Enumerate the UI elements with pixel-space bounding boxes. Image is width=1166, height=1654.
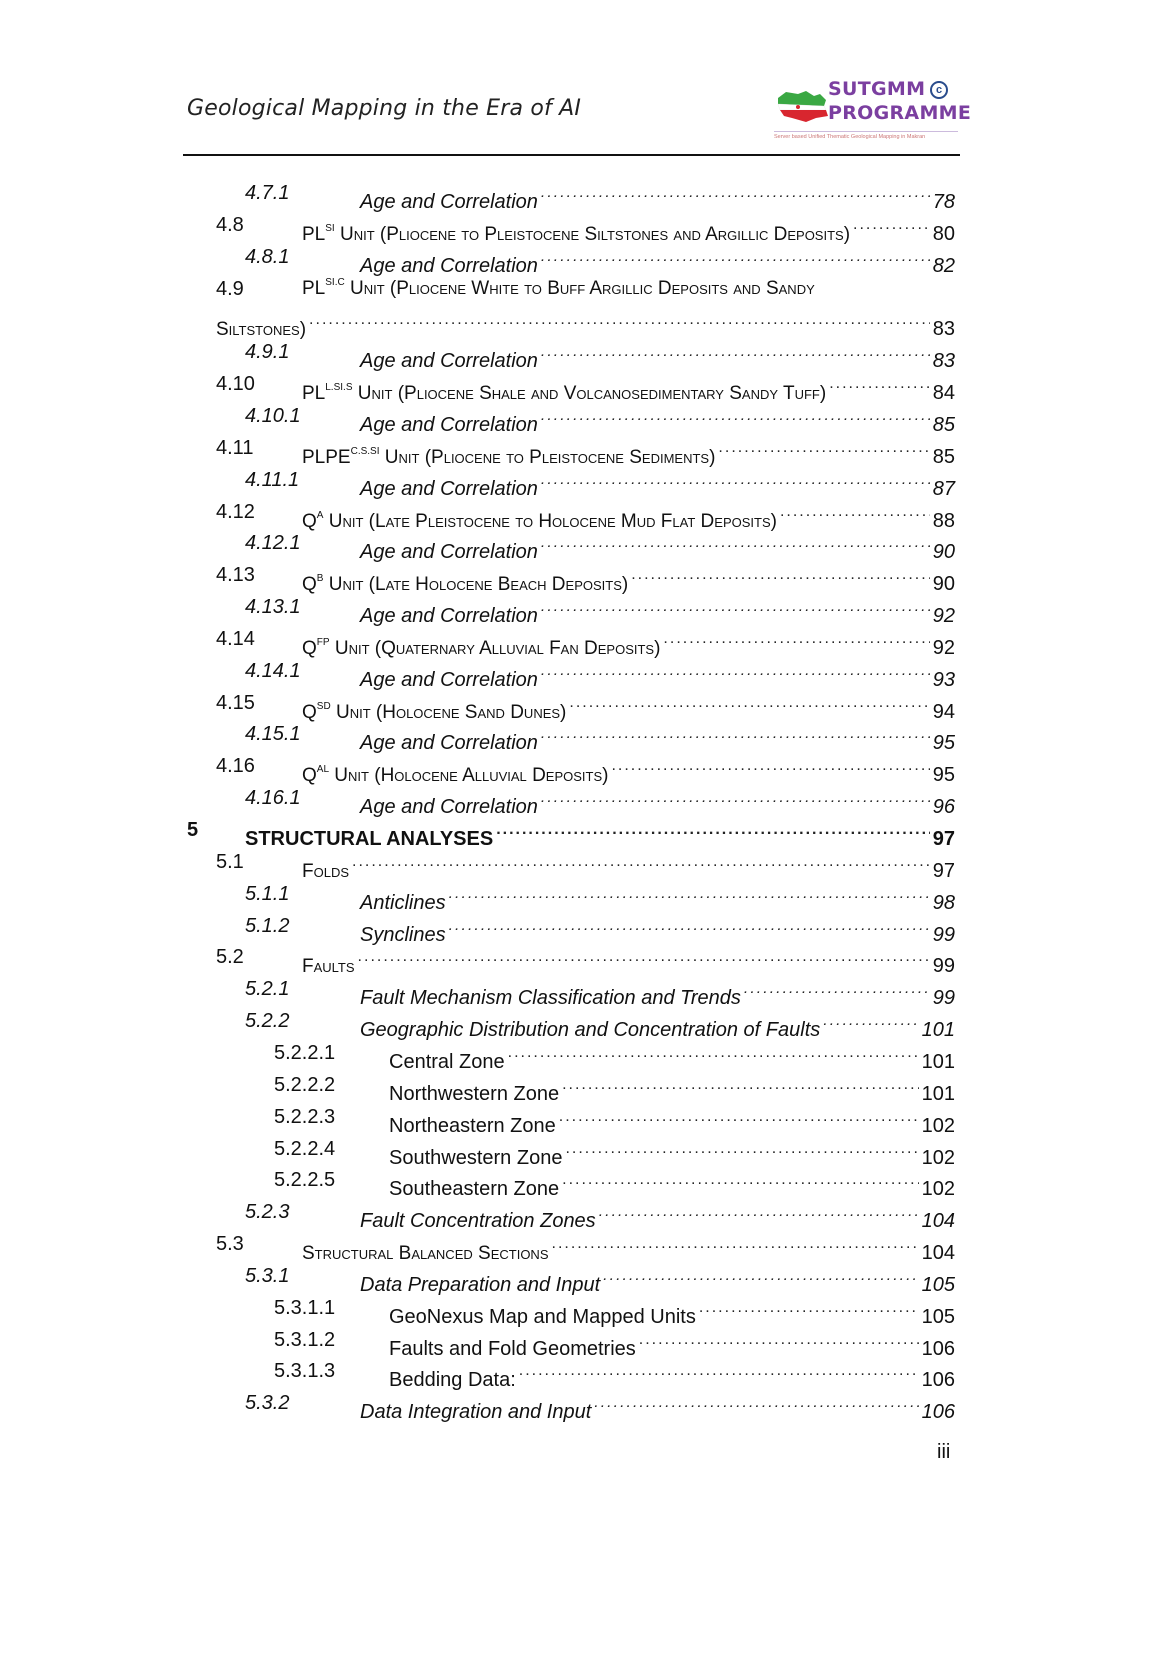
toc-entry-page: 94	[932, 700, 955, 723]
toc-entry-page: 105	[921, 1305, 955, 1328]
toc-entry-number: 4.11	[216, 436, 254, 459]
toc-entry-number: 4.14	[216, 627, 255, 650]
toc-entry-label: Northwestern Zone	[389, 1082, 560, 1105]
toc-entry-number: 4.15.1	[245, 723, 301, 746]
toc-entry-number: 4.12.1	[245, 532, 301, 555]
toc-entry-number: 5.3.1.2	[274, 1328, 336, 1351]
unit-superscript: SI	[325, 222, 335, 234]
dot-leader	[541, 656, 930, 686]
toc-entry-label: Age and Correlation	[360, 477, 538, 500]
toc-entry-page: 98	[932, 891, 955, 914]
toc-entry-number: 5.3.2	[245, 1392, 290, 1415]
toc-entry-number: 5.3.1.1	[274, 1296, 336, 1319]
dot-leader	[718, 433, 929, 463]
unit-symbol: Q	[302, 765, 317, 787]
toc-entry-number: 5.3.1	[245, 1264, 290, 1287]
toc-entry-label: Age and Correlation	[360, 254, 538, 277]
toc-entry[interactable]	[0, 783, 1166, 819]
dot-leader	[449, 911, 930, 941]
toc-entry-page: 92	[932, 605, 955, 628]
toc-entry-number: 4.13.1	[245, 596, 301, 619]
toc-entry-number: 4.10.1	[245, 404, 301, 427]
toc-entry[interactable]	[0, 337, 1166, 373]
toc-entry[interactable]	[0, 1006, 1166, 1042]
toc-entry[interactable]	[0, 560, 1166, 596]
toc-entry-page: 96	[932, 796, 955, 819]
toc-entry[interactable]	[0, 401, 1166, 436]
toc-entry-label: Geographic Distribution and Concentration of Faults	[360, 1019, 821, 1042]
unit-symbol: Q	[302, 701, 317, 723]
toc-entry-page: 80	[932, 222, 955, 245]
toc-entry-label: Fault Concentration Zones	[360, 1210, 596, 1233]
unit-description: Unit (Quaternary Alluvial Fan Deposits)	[329, 637, 661, 659]
toc-entry[interactable]	[0, 465, 1166, 500]
toc-entry-label: Age and Correlation	[360, 350, 538, 373]
toc-entry[interactable]	[0, 942, 1166, 978]
logo-tagline: Server based Unified Thematic Geological Mapping in Makran	[774, 134, 926, 140]
toc-entry-page: 92	[932, 636, 955, 659]
dot-leader	[829, 369, 930, 399]
unit-description: Unit (Holocene Alluvial Deposits)	[329, 765, 609, 787]
toc-entry-label: Bedding Data:	[389, 1369, 516, 1392]
toc-entry[interactable]	[0, 210, 1166, 245]
toc-entry-page: 90	[932, 541, 955, 564]
unit-superscript: SD	[316, 700, 331, 712]
toc-entry[interactable]	[0, 1134, 1166, 1169]
toc-entry-page: 90	[932, 573, 955, 596]
dot-leader	[603, 1261, 918, 1291]
toc-entry-number: 4.10	[216, 373, 255, 396]
toc-entry-number: 5.2.2	[245, 1010, 290, 1033]
toc-entry-page: 106	[921, 1401, 955, 1424]
unit-description: Unit (Late Pleistocene to Holocene Mud Flat Deposits)	[323, 510, 777, 532]
dot-leader	[496, 815, 930, 845]
toc-entry-page: 95	[932, 764, 955, 787]
toc-entry-label: GeoNexus Map and Mapped Units	[389, 1305, 696, 1328]
toc-entry-number: 5.1.2	[245, 914, 290, 937]
toc-entry[interactable]	[0, 815, 1166, 850]
dot-leader	[562, 1165, 919, 1195]
dot-leader	[823, 1006, 918, 1036]
toc-entry-number: 5.2.2.5	[274, 1169, 336, 1192]
logo-line1: SUTGMM	[828, 78, 926, 100]
dot-leader	[562, 1070, 919, 1100]
dot-leader	[541, 528, 930, 558]
dot-leader	[744, 974, 930, 1004]
document-title: Geological Mapping in the Era of AI	[187, 96, 582, 121]
unit-description: Unit (Pliocene to Pleistocene Sediments)	[379, 446, 716, 468]
toc-entry-label: Age and Correlation	[360, 541, 538, 564]
unit-symbol: PL	[302, 383, 326, 405]
toc-entry-page: 83	[932, 350, 955, 373]
toc-entry-label: Data Preparation and Input	[360, 1273, 601, 1296]
toc-entry-page: 88	[932, 509, 955, 532]
unit-description: Unit (Pliocene White to Buff Argillic Deposits and Sandy	[344, 277, 815, 299]
toc-entry-number: 5.2.1	[245, 978, 290, 1001]
toc-entry-page: 102	[921, 1178, 955, 1201]
toc-entry-page: 97	[932, 828, 955, 850]
toc-entry-page: 78	[932, 191, 955, 213]
dot-leader	[780, 497, 930, 527]
toc-entry-page: 87	[932, 477, 955, 500]
toc-entry[interactable]	[0, 1102, 1166, 1137]
dot-leader	[541, 401, 930, 431]
toc-entry[interactable]	[0, 1165, 1166, 1201]
sutgmm-logo	[772, 78, 972, 148]
toc-entry-page: 102	[921, 1146, 955, 1169]
toc-entry-label: Age and Correlation	[360, 191, 538, 213]
toc-entry-number: 4.13	[216, 564, 255, 587]
toc-entry-label: Age and Correlation	[360, 668, 538, 691]
toc-entry-number: 4.8.1	[245, 245, 290, 268]
toc-entry[interactable]	[0, 911, 1166, 946]
toc-entry-label: Siltstones)	[216, 319, 307, 341]
toc-entry-number: 5.2.2.2	[274, 1073, 336, 1096]
toc-entry[interactable]	[0, 656, 1166, 691]
toc-entry-label: STRUCTURAL ANALYSES	[245, 828, 494, 850]
dot-leader	[853, 210, 930, 240]
toc-entry-number: 4.11.1	[245, 468, 300, 491]
dot-leader	[541, 783, 930, 813]
toc-entry-number: 4.7.1	[245, 182, 290, 204]
toc-entry-number: 4.16.1	[245, 787, 301, 810]
unit-description: Unit (Late Holocene Beach Deposits)	[323, 574, 629, 596]
toc-entry-label: Age and Correlation	[360, 605, 538, 628]
unit-description: Unit (Pliocene to Pleistocene Siltstones and Argillic Deposits)	[334, 223, 851, 245]
unit-symbol: Q	[302, 637, 317, 659]
toc-entry-page: 97	[932, 859, 955, 882]
toc-entry-label: Southeastern Zone	[389, 1178, 560, 1201]
toc-entry[interactable]	[0, 1229, 1166, 1265]
toc-entry-page: 101	[921, 1050, 955, 1073]
dot-leader	[508, 1038, 919, 1068]
toc-entry[interactable]	[0, 719, 1166, 755]
toc-entry-label: Structural Balanced Sections	[302, 1243, 549, 1265]
toc-entry-number: 5.2	[216, 946, 244, 969]
toc-entry-title	[360, 1388, 955, 1427]
toc-entry[interactable]	[0, 1388, 1166, 1424]
toc-entry-number: 4.12	[216, 500, 255, 523]
toc-entry[interactable]	[0, 751, 1166, 787]
toc-entry[interactable]	[0, 1293, 1166, 1328]
toc-entry-label: Fault Mechanism Classification and Trends	[360, 987, 741, 1010]
seal-icon: c	[930, 81, 948, 99]
toc-entry-page: 84	[932, 382, 955, 405]
toc-entry-number: 5.1.1	[245, 882, 290, 905]
toc-entry-label: Faults and Fold Geometries	[389, 1337, 636, 1360]
dot-leader	[565, 1134, 918, 1164]
toc-entry-label: Data Integration and Input	[360, 1401, 592, 1424]
toc-entry[interactable]	[0, 1356, 1166, 1392]
unit-description: Unit (Holocene Sand Dunes)	[330, 701, 567, 723]
toc-entry[interactable]	[0, 274, 1166, 304]
dot-leader	[599, 1197, 919, 1227]
toc-entry-number: 5.2.2.1	[274, 1041, 336, 1064]
toc-entry[interactable]	[0, 974, 1166, 1010]
toc-entry-page: 102	[921, 1114, 955, 1137]
toc-entry[interactable]	[0, 528, 1166, 564]
page-number: iii	[937, 1441, 951, 1463]
toc-entry-label: Central Zone	[389, 1050, 505, 1073]
unit-superscript: B	[316, 573, 324, 585]
logo-divider	[774, 131, 958, 132]
toc-entry-title	[302, 274, 815, 304]
dot-leader	[663, 624, 929, 654]
toc-entry-page: 104	[921, 1210, 955, 1233]
dot-leader	[639, 1325, 919, 1355]
toc-entry-page: 101	[921, 1019, 955, 1042]
unit-symbol: Q	[302, 574, 317, 596]
toc-entry-label	[302, 274, 815, 304]
unit-symbol: PLPE	[302, 446, 351, 468]
dot-leader	[552, 1229, 919, 1259]
dot-leader	[541, 465, 930, 495]
toc-entry-page: 105	[921, 1273, 955, 1296]
toc-entry-label: Age and Correlation	[360, 796, 538, 819]
toc-entry-continuation[interactable]	[0, 305, 1166, 341]
toc-entry[interactable]	[0, 1038, 1166, 1073]
unit-superscript: FP	[316, 636, 330, 648]
unit-superscript: AL	[316, 764, 330, 776]
unit-symbol: PL	[302, 223, 326, 245]
toc-entry-page: 93	[932, 668, 955, 691]
toc-entry-page: 83	[932, 318, 955, 341]
toc-entry[interactable]	[0, 688, 1166, 723]
toc-entry-label: Faults	[302, 956, 355, 978]
toc-entry-label: Anticlines	[360, 891, 446, 914]
toc-entry-number: 4.8	[216, 213, 244, 236]
toc-entry-page: 82	[932, 254, 955, 277]
toc-entry-label: Age and Correlation	[360, 732, 538, 755]
dot-leader	[541, 178, 930, 208]
toc-entry-page: 99	[932, 923, 955, 946]
toc-entry[interactable]	[0, 242, 1166, 277]
toc-entry-page: 99	[932, 987, 955, 1010]
toc-entry-number: 5.1	[216, 850, 244, 873]
toc-entry[interactable]	[0, 369, 1166, 405]
dot-leader	[541, 719, 930, 749]
toc-entry-label: Folds	[302, 860, 350, 882]
header-rule	[183, 154, 960, 156]
logo-line2: PROGRAMME	[828, 102, 972, 124]
toc-entry-number: 5.2.2.4	[274, 1137, 336, 1160]
toc-entry[interactable]	[0, 1197, 1166, 1233]
unit-superscript: L.SI.S	[325, 382, 353, 394]
unit-symbol: Q	[302, 510, 317, 532]
toc-entry-number: 4.16	[216, 755, 255, 778]
dot-leader	[611, 751, 929, 781]
toc-entry[interactable]	[0, 847, 1166, 882]
toc-entry-number: 5	[187, 819, 199, 841]
dot-leader	[559, 1102, 919, 1132]
dot-leader	[699, 1293, 919, 1323]
toc-entry-page: 106	[921, 1337, 955, 1360]
toc-entry[interactable]	[0, 1325, 1166, 1360]
toc-entry-page: 99	[932, 955, 955, 978]
toc-entry-number: 4.9.1	[245, 341, 290, 364]
toc-entry-page: 85	[932, 445, 955, 468]
toc-entry-number: 4.9	[216, 277, 244, 300]
unit-superscript: C.S.SI	[350, 445, 380, 457]
toc-entry[interactable]	[0, 433, 1166, 468]
toc-entry-page: 95	[932, 732, 955, 755]
unit-superscript: A	[316, 509, 324, 521]
unit-symbol: PL	[302, 277, 326, 299]
toc-entry[interactable]	[0, 497, 1166, 532]
toc-entry-number: 4.14.1	[245, 659, 301, 682]
toc-entry-page: 106	[921, 1369, 955, 1392]
toc-entry-page: 101	[921, 1082, 955, 1105]
unit-description: Unit (Pliocene Shale and Volcanosedimentary Sandy Tuff)	[352, 383, 827, 405]
dot-leader	[541, 337, 930, 367]
dot-leader	[358, 942, 930, 972]
iran-flag-map-icon	[776, 88, 830, 124]
toc-entry-number: 5.2.2.3	[274, 1105, 336, 1128]
toc-entry[interactable]	[0, 592, 1166, 628]
dot-leader	[309, 305, 930, 335]
toc-entry-page: 85	[932, 413, 955, 436]
toc-entry[interactable]	[0, 1070, 1166, 1105]
toc-entry[interactable]	[0, 624, 1166, 659]
dot-leader	[352, 847, 930, 877]
unit-superscript: SI.C	[325, 276, 345, 288]
toc-entry-number: 5.3.1.3	[274, 1360, 336, 1383]
toc-entry-label: Age and Correlation	[360, 413, 538, 436]
toc-entry-label: Southwestern Zone	[389, 1146, 563, 1169]
toc-entry-page: 104	[921, 1242, 955, 1265]
toc-entry-number: 5.3	[216, 1233, 244, 1256]
dot-leader	[519, 1356, 919, 1386]
dot-leader	[541, 242, 930, 272]
dot-leader	[594, 1388, 918, 1418]
dot-leader	[631, 560, 930, 590]
toc-entry[interactable]	[0, 1261, 1166, 1296]
dot-leader	[541, 592, 930, 622]
toc-entry-number: 4.15	[216, 691, 255, 714]
toc-entry-label: Northeastern Zone	[389, 1114, 556, 1137]
dot-leader	[569, 688, 929, 718]
toc-entry-number: 5.2.3	[245, 1201, 290, 1224]
toc-entry[interactable]	[0, 879, 1166, 914]
toc-entry-label: Synclines	[360, 923, 446, 946]
toc-entry[interactable]	[0, 178, 1166, 213]
dot-leader	[449, 879, 930, 909]
